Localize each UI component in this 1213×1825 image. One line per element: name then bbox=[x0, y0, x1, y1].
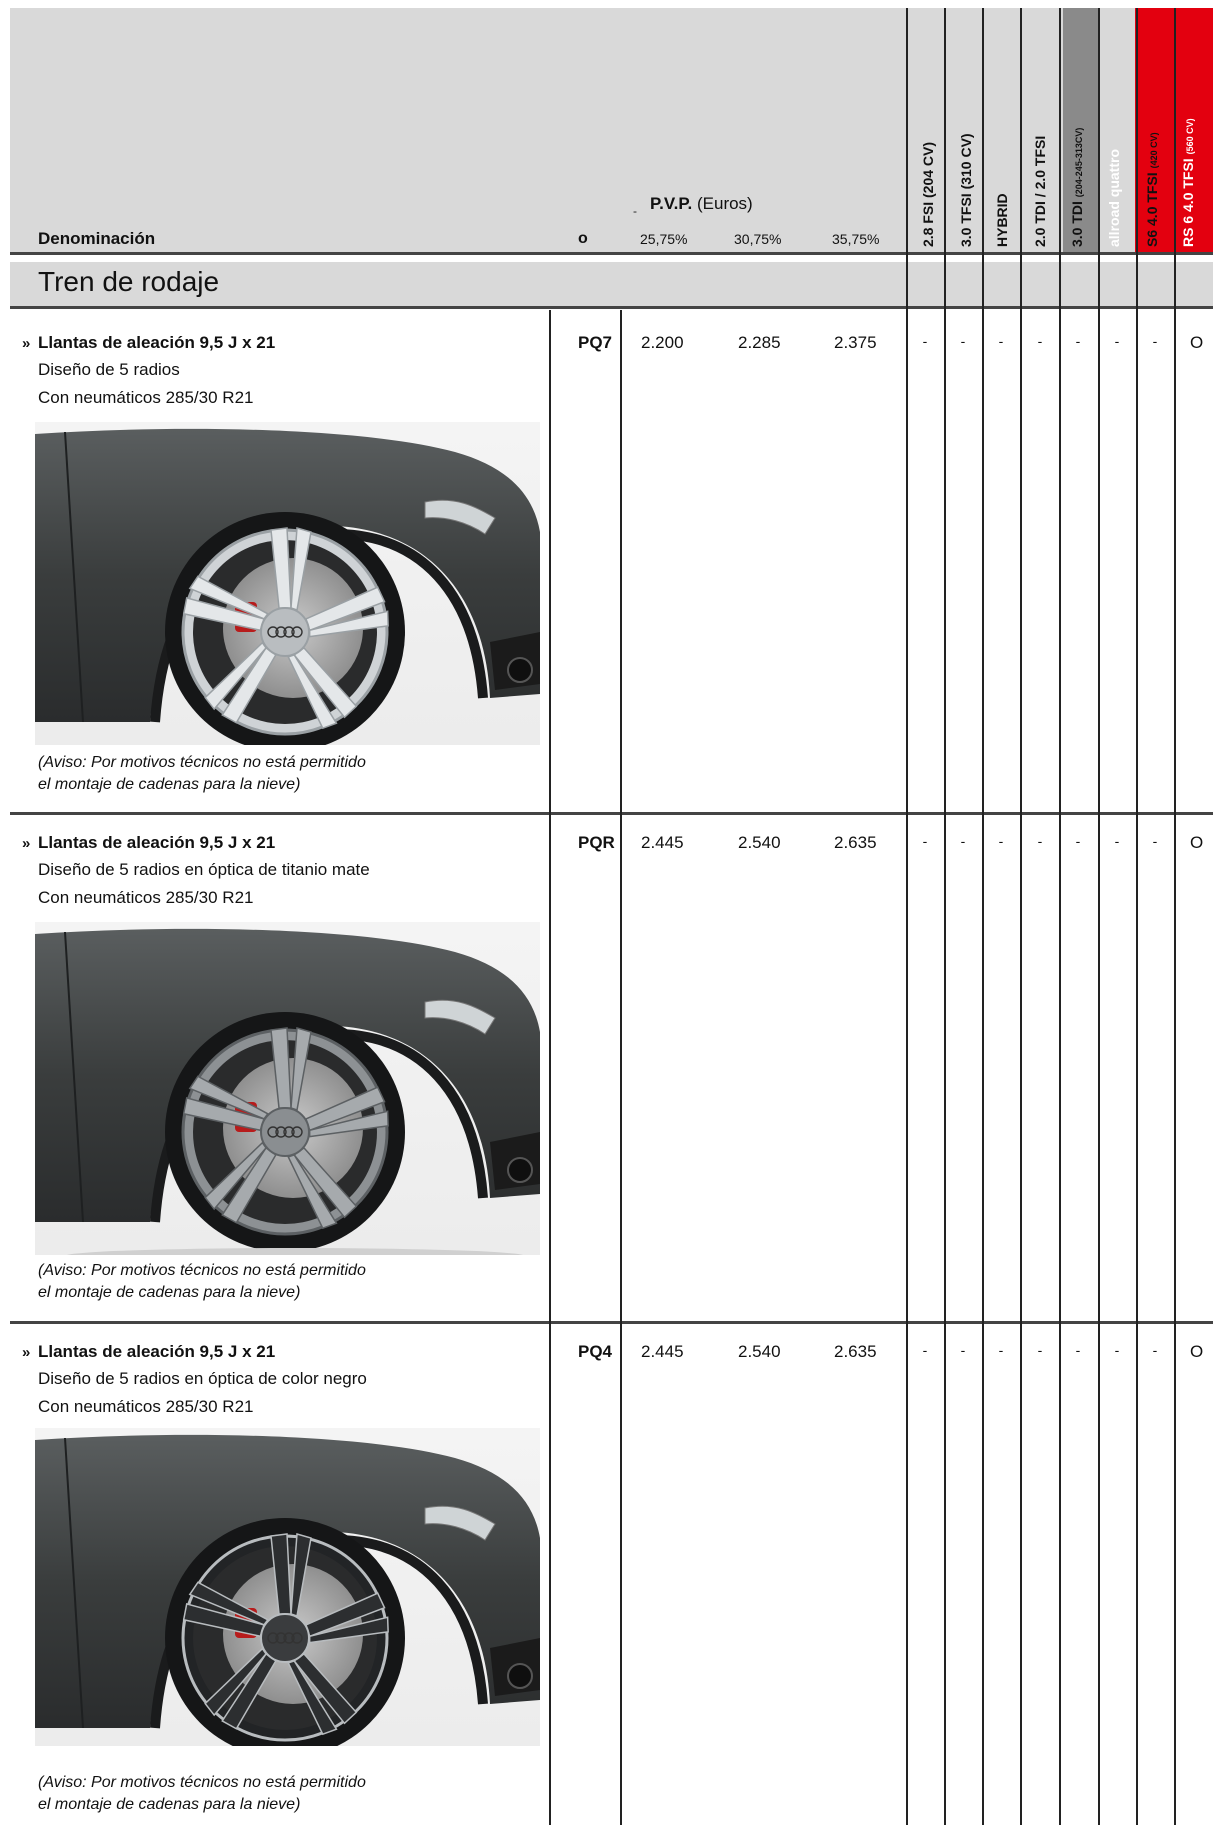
row-divider-2 bbox=[10, 1321, 1213, 1324]
item-description: Con neumáticos 285/30 R21 bbox=[38, 888, 254, 907]
model-column-rule-5 bbox=[1059, 8, 1061, 1825]
availability-mark: O bbox=[1190, 1342, 1204, 1361]
item-code: PQ4 bbox=[578, 1342, 613, 1361]
availability-mark: - bbox=[1114, 1342, 1120, 1358]
availability-mark: - bbox=[1075, 333, 1081, 349]
availability-mark: - bbox=[1114, 333, 1120, 349]
item-price-3: 2.635 bbox=[834, 833, 877, 852]
availability-mark: - bbox=[1037, 1342, 1043, 1358]
item-price-3: 2.375 bbox=[834, 333, 877, 352]
column-label-2-0-tdi-tfsi: 2.0 TDI / 2.0 TFSI bbox=[1032, 135, 1048, 247]
section-title: Tren de rodaje bbox=[38, 266, 220, 297]
section-bottom-rule bbox=[10, 306, 1213, 309]
header-percent-3: 35,75% bbox=[832, 231, 880, 247]
car-wheel-illustration bbox=[35, 922, 540, 1255]
column-label-s6: S6 4.0 TFSI (420 CV) bbox=[1144, 132, 1160, 247]
item-description: Diseño de 5 radios bbox=[38, 360, 180, 379]
item-price-2: 2.540 bbox=[738, 833, 781, 852]
availability-mark: - bbox=[922, 333, 928, 349]
item-price-2: 2.540 bbox=[738, 1342, 781, 1361]
availability-mark: - bbox=[1075, 1342, 1081, 1358]
availability-mark: - bbox=[998, 333, 1004, 349]
model-column-rule-7 bbox=[1136, 8, 1138, 1825]
header-percent-2: 30,75% bbox=[734, 231, 782, 247]
availability-mark: - bbox=[1075, 833, 1081, 849]
column-label-allroad: allroad quattro bbox=[1106, 148, 1122, 247]
item-name: » Llantas de aleación 9,5 J x 21 bbox=[22, 1342, 276, 1361]
header-bottom-rule bbox=[10, 252, 1213, 255]
item-note: el montaje de cadenas para la nieve) bbox=[38, 1284, 301, 1301]
header-pvp-unit: (Euros) bbox=[696, 194, 753, 213]
availability-mark: O bbox=[1190, 833, 1204, 852]
car-wheel-image bbox=[35, 922, 540, 1255]
model-column-rule-2 bbox=[944, 8, 946, 1825]
item-description: Con neumáticos 285/30 R21 bbox=[38, 388, 254, 407]
item-note: el montaje de cadenas para la nieve) bbox=[38, 1796, 301, 1813]
model-column-rule-6 bbox=[1098, 8, 1100, 1825]
model-column-rule-3 bbox=[982, 8, 984, 1825]
item-price-1: 2.445 bbox=[641, 833, 684, 852]
code-column-right-rule bbox=[620, 310, 622, 1825]
item-note: (Aviso: Por motivos técnicos no está permitido bbox=[38, 1262, 366, 1279]
item-price-1: 2.200 bbox=[641, 333, 684, 352]
car-wheel-image bbox=[35, 1428, 540, 1746]
availability-mark: - bbox=[922, 833, 928, 849]
availability-mark: - bbox=[960, 333, 966, 349]
item-price-3: 2.635 bbox=[834, 1342, 877, 1361]
item-price-1: 2.445 bbox=[641, 1342, 684, 1361]
model-column-rule-1 bbox=[906, 8, 908, 1825]
column-label-2-8-fsi: 2.8 FSI (204 CV) bbox=[920, 141, 936, 247]
column-label-3-0-tfsi: 3.0 TFSI (310 CV) bbox=[958, 133, 974, 247]
item-name: » Llantas de aleación 9,5 J x 21 bbox=[22, 833, 276, 852]
availability-mark: - bbox=[1037, 833, 1043, 849]
availability-mark: - bbox=[960, 833, 966, 849]
column-label-rs6: RS 6 4.0 TFSI (560 CV) bbox=[1180, 118, 1196, 247]
item-name: » Llantas de aleación 9,5 J x 21 bbox=[22, 333, 276, 352]
model-column-rule-8 bbox=[1174, 8, 1176, 1825]
availability-mark: O bbox=[1190, 333, 1204, 352]
car-wheel-illustration bbox=[35, 422, 540, 745]
car-wheel-image bbox=[35, 422, 540, 745]
availability-mark: - bbox=[1152, 333, 1158, 349]
item-note: (Aviso: Por motivos técnicos no está permitido bbox=[38, 1774, 366, 1791]
header-option-code: o bbox=[578, 230, 588, 247]
item-note: (Aviso: Por motivos técnicos no está permitido bbox=[38, 754, 366, 771]
item-note: el montaje de cadenas para la nieve) bbox=[38, 776, 301, 793]
item-code: PQR bbox=[578, 833, 615, 852]
availability-mark: - bbox=[1114, 833, 1120, 849]
car-wheel-illustration bbox=[35, 1428, 540, 1746]
item-description: Diseño de 5 radios en óptica de titanio mate bbox=[38, 860, 370, 879]
header-denominacion: Denominación bbox=[38, 229, 156, 248]
availability-mark: - bbox=[1152, 833, 1158, 849]
row-divider-1 bbox=[10, 812, 1213, 815]
header-percent-1: 25,75% bbox=[640, 231, 688, 247]
model-column-rule-4 bbox=[1020, 8, 1022, 1825]
item-price-2: 2.285 bbox=[738, 333, 781, 352]
availability-mark: - bbox=[960, 1342, 966, 1358]
availability-mark: - bbox=[1037, 333, 1043, 349]
item-description: Con neumáticos 285/30 R21 bbox=[38, 1397, 254, 1416]
item-code: PQ7 bbox=[578, 333, 613, 352]
header-pvp bbox=[650, 194, 753, 214]
column-label-3-0-tdi: 3.0 TDI (204-245-313CV) bbox=[1069, 127, 1085, 247]
availability-mark: - bbox=[1152, 1342, 1158, 1358]
code-column-left-rule bbox=[549, 310, 551, 1825]
item-description: Diseño de 5 radios en óptica de color negro bbox=[38, 1369, 367, 1388]
availability-mark: - bbox=[998, 833, 1004, 849]
availability-mark: - bbox=[922, 1342, 928, 1358]
column-label-hybrid: HYBRID bbox=[994, 193, 1010, 247]
header-option-dash: - bbox=[633, 204, 637, 218]
availability-mark: - bbox=[998, 1342, 1004, 1358]
header-pvp-bold: P.V.P. bbox=[650, 194, 693, 213]
